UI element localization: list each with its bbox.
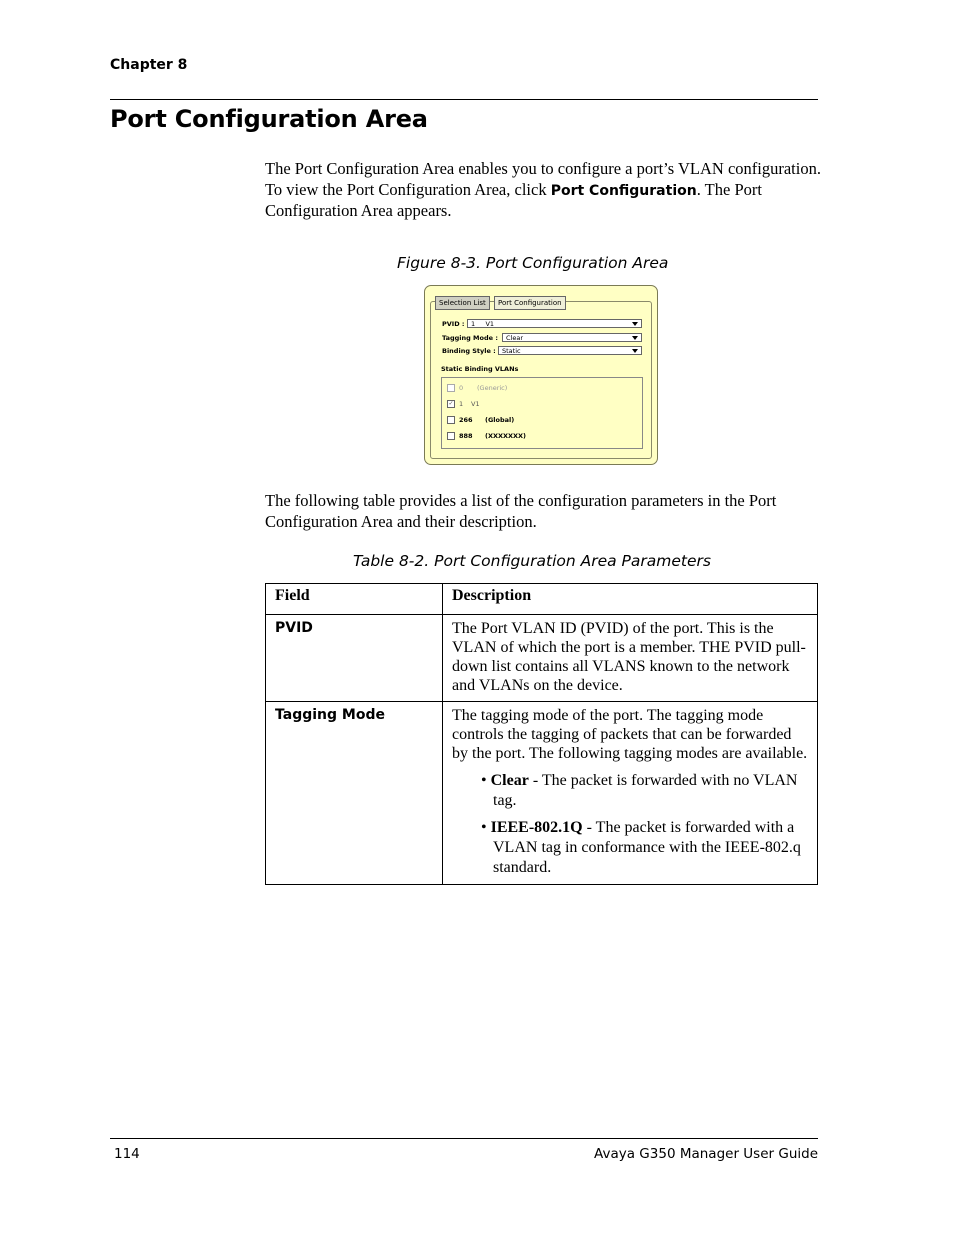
list-item: • Clear - The packet is forwarded with no VLAN tag. — [481, 772, 798, 809]
vlan-name: (Global) — [485, 416, 515, 424]
pvid-value: 1 V1 — [471, 320, 495, 328]
field-description-cell — [443, 702, 818, 885]
bullet-text: - The packet is forwarded with a VLAN tag in conformance with the IEEE-802.q standard. — [493, 819, 801, 876]
bullet-term: IEEE-802.1Q — [490, 819, 583, 836]
chevron-down-icon — [632, 336, 638, 340]
list-item: • IEEE-802.1Q - The packet is forwarded with a VLAN tag in conformance with the IEEE-802.q standard. — [481, 819, 801, 876]
bullet-term: Clear — [490, 772, 529, 789]
vlan-group-title: Static Binding VLANs — [441, 365, 519, 373]
intro-text-after: . The Port Configuration Area appears. — [265, 179, 762, 220]
table-caption: Table 8-2. Port Configuration Area Parameters — [353, 552, 711, 570]
tagging-mode-label: Tagging Mode : — [442, 334, 498, 342]
bullet-text: - The packet is forwarded with no VLAN tag. — [493, 772, 798, 809]
tab-selection-list[interactable]: Selection List — [435, 296, 490, 310]
vlan-id: 888 — [459, 432, 473, 440]
tagging-mode-value: Clear — [506, 334, 523, 342]
chevron-down-icon — [632, 349, 638, 353]
binding-style-label: Binding Style : — [442, 347, 496, 355]
binding-style-value: Static — [502, 347, 521, 355]
vlan-id: 266 — [459, 416, 473, 424]
vlan-row[interactable] — [447, 416, 514, 424]
tab-port-configuration[interactable]: Port Configuration — [494, 296, 566, 310]
vlan-row[interactable] — [447, 432, 526, 440]
vlan-id: 1 — [459, 400, 464, 408]
table-header-row — [266, 584, 818, 615]
chevron-down-icon — [632, 322, 638, 326]
intro-paragraph — [265, 159, 825, 222]
binding-style-select[interactable] — [498, 346, 642, 355]
vlan-checkbox[interactable] — [447, 432, 455, 440]
header-rule — [110, 99, 818, 100]
field-description: The tagging mode of the port. The tagging mode controls the tagging of packets that can be forwarded by the port. The following tagging modes are available. — [452, 707, 808, 762]
chapter-label: Chapter 8 — [110, 57, 188, 73]
table-row — [266, 702, 818, 885]
footer-rule — [110, 1138, 818, 1139]
vlan-list — [441, 377, 643, 449]
intro-bold-term: Port Configuration — [550, 182, 697, 199]
field-name: PVID — [266, 615, 443, 702]
header-description: Description — [443, 584, 818, 615]
table-intro-paragraph: The following table provides a list of the configuration parameters in the Port Configuration Area and their description. — [265, 491, 777, 531]
vlan-checkbox[interactable] — [447, 400, 455, 408]
header-field: Field — [266, 584, 443, 615]
section-title: Port Configuration Area — [110, 105, 428, 133]
pvid-label: PVID : — [442, 320, 465, 328]
vlan-name: (XXXXXXX) — [485, 432, 527, 440]
pvid-select[interactable] — [467, 319, 642, 328]
vlan-name: V1 — [471, 400, 480, 408]
intro-text-before: The Port Configuration Area enables you to configure a port’s VLAN configuration. To view the Port Configuration Area, click — [265, 159, 821, 199]
tagging-mode-list — [452, 771, 808, 878]
vlan-row[interactable] — [447, 400, 480, 408]
tagging-mode-select[interactable] — [502, 333, 642, 342]
vlan-checkbox[interactable] — [447, 416, 455, 424]
vlan-row[interactable] — [447, 384, 507, 392]
field-name: Tagging Mode — [266, 702, 443, 885]
vlan-checkbox[interactable] — [447, 384, 455, 392]
parameters-table — [265, 583, 818, 885]
port-configuration-screenshot — [424, 285, 658, 465]
vlan-name: (Generic) — [477, 384, 508, 392]
figure-caption: Figure 8-3. Port Configuration Area — [397, 254, 669, 272]
table-row — [266, 615, 818, 702]
check-icon: ✓ — [448, 400, 454, 407]
guide-title: Avaya G350 Manager User Guide — [594, 1146, 818, 1162]
field-description: The Port VLAN ID (PVID) of the port. This is the VLAN of which the port is a member. THE PVID pull-down list contains all VLANS known to the network and VLANs on the device. — [443, 615, 818, 702]
vlan-id: 0 — [459, 384, 464, 392]
page-number: 114 — [114, 1146, 140, 1162]
